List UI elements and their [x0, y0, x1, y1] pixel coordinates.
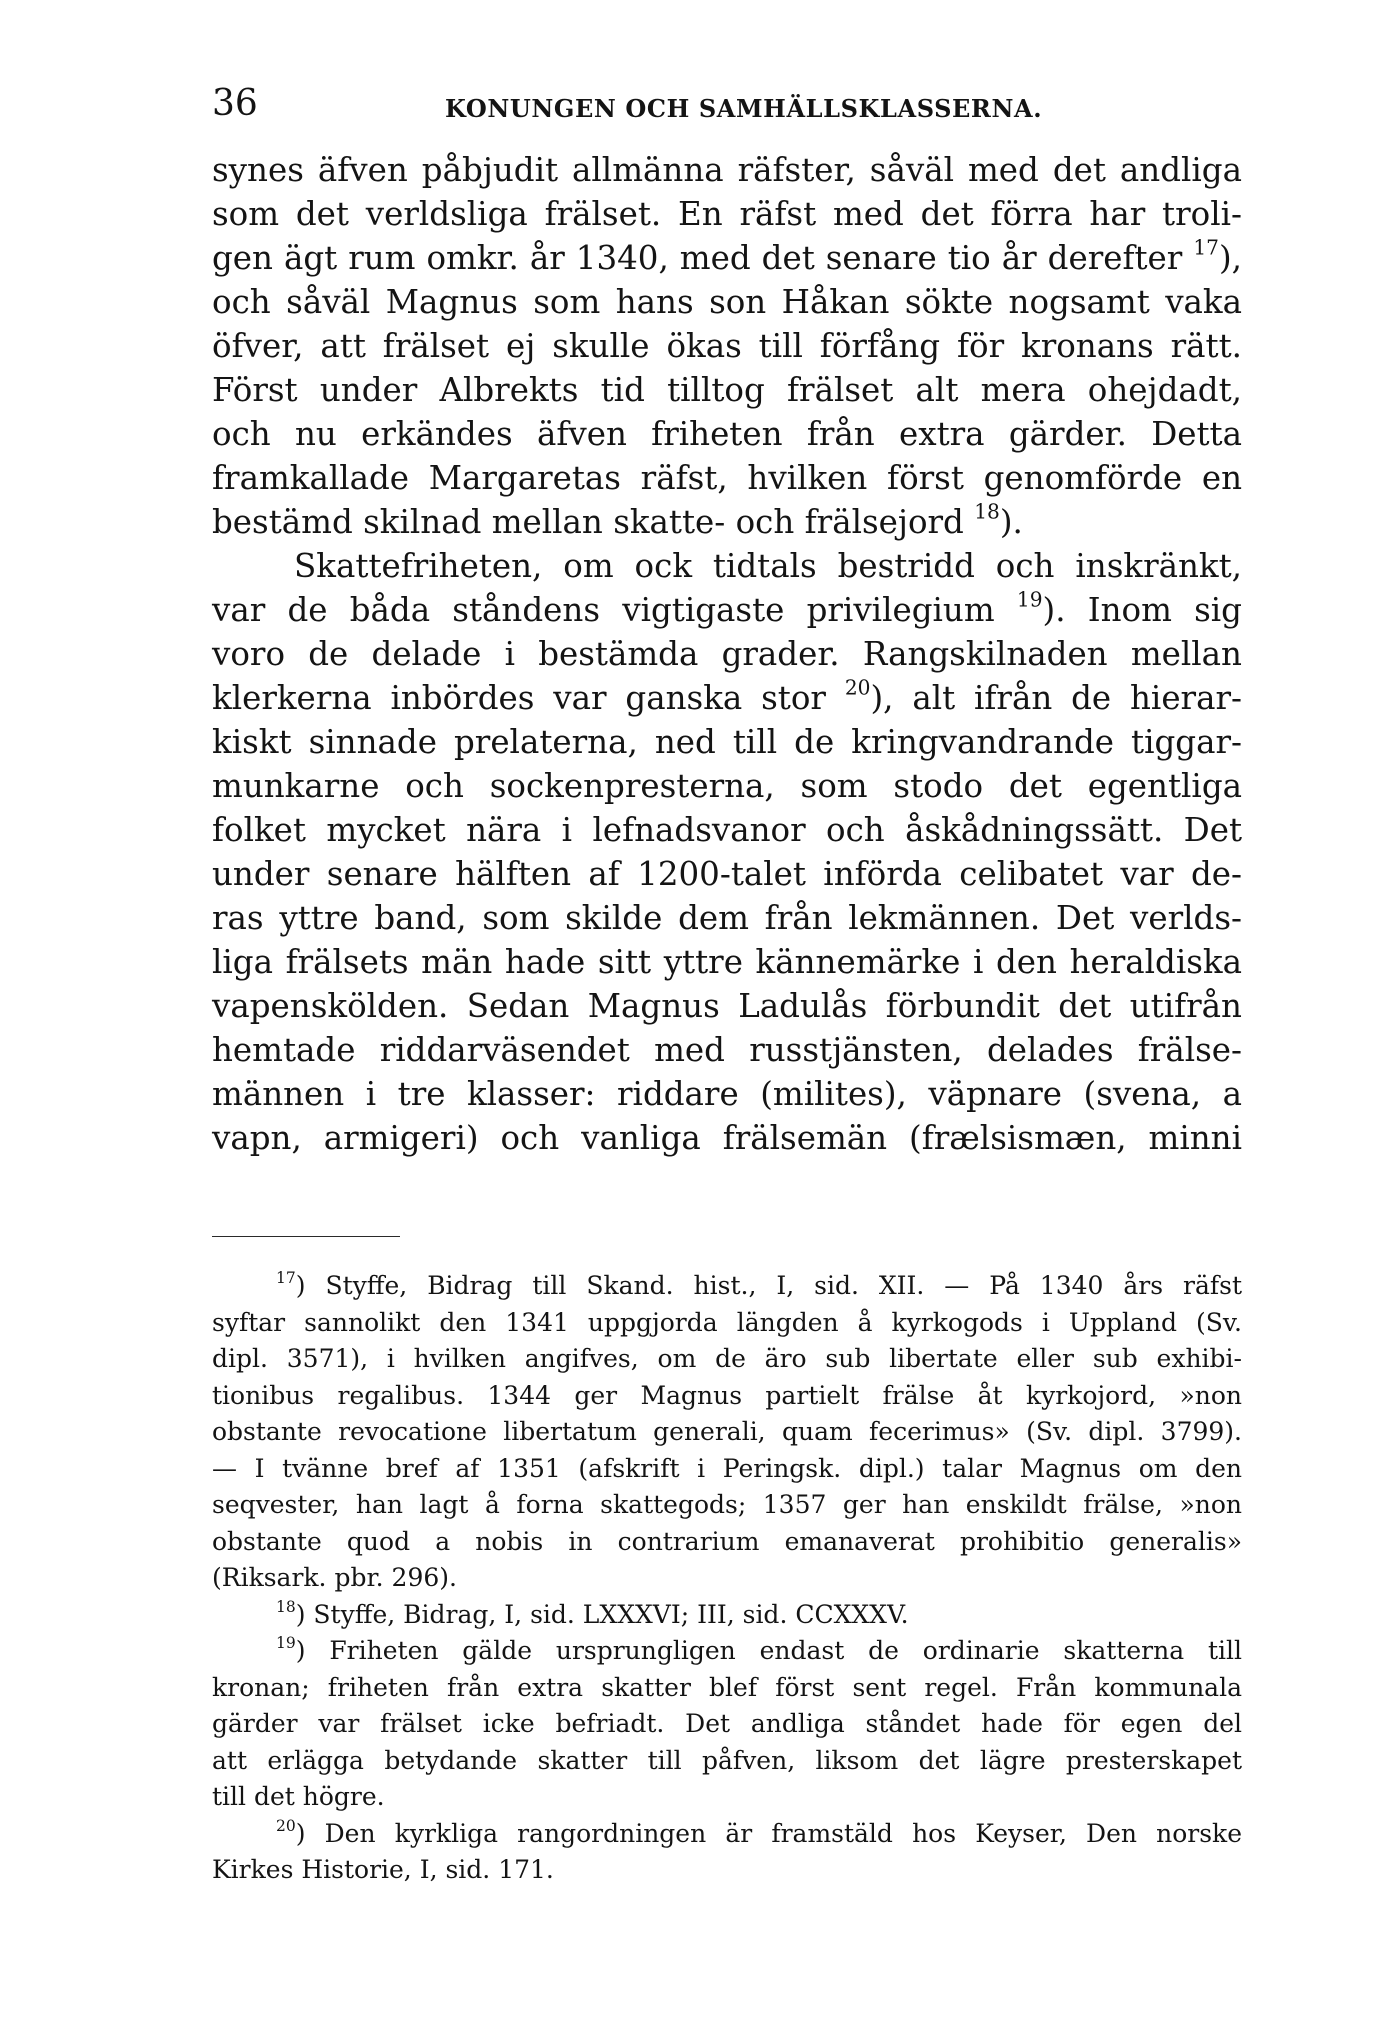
page-header	[212, 84, 1242, 134]
running-head: KONUNGEN OCH SAMHÄLLSKLASSERNA.	[445, 94, 1043, 123]
body-line: kiskt sinnade prelaterna, ned till de kringvandrande tiggar-	[212, 723, 1242, 761]
body-line: klerkerna inbördes var ganska stor $^{20}$), alt ifrån de hierar-	[212, 675, 1242, 717]
body-line: under senare hälften af 1200-talet införda celibatet var de-	[212, 855, 1242, 893]
body-line: som det verldsliga frälset. En räfst med det förra har troli-	[212, 195, 1242, 233]
note-reference[interactable]: 20	[844, 675, 871, 700]
body-line: gen ägt rum omkr. år 1340, med det senare tio år derefter $^{17}$),	[212, 235, 1242, 277]
note-reference[interactable]: 17	[1193, 235, 1219, 260]
footnote-19: $^{19}$) Friheten gälde ursprungligen endast de ordinarie skatterna till	[276, 1633, 1242, 1665]
body-line: vapenskölden. Sedan Magnus Ladulås förbundit det utifrån	[212, 987, 1242, 1025]
footnote-line: — I tvänne bref af 1351 (afskrift i Peringsk. dipl.) talar Magnus om den	[212, 1453, 1242, 1483]
footnote-line: tionibus regalibus. 1344 ger Magnus partielt frälse åt kyrkojord, »non	[212, 1380, 1242, 1410]
footnote-line: till det högre.	[212, 1782, 385, 1811]
footnote-17: $^{17}$) Styffe, Bidrag till Skand. hist., I, sid. XII. — På 1340 års räfst	[276, 1268, 1242, 1300]
body-line: vapn, armigeri) och vanliga frälsemän (frælsismæn, minni	[212, 1119, 1242, 1157]
body-line: bestämd skilnad mellan skatte- och frälsejord $^{18}$).	[212, 499, 1023, 541]
body-line: och såväl Magnus som hans son Håkan sökte nogsamt vaka	[212, 283, 1242, 321]
footnote-line: (Riksark. pbr. 296).	[212, 1563, 457, 1592]
footnote-marker: 17	[276, 1268, 296, 1287]
footnote-line: seqvester, han lagt å forna skattegods; 1357 ger han enskildt frälse, »non	[212, 1490, 1242, 1519]
footnote-line: dipl. 3571), i hvilken angifves, om de äro sub libertate eller sub exhibi-	[212, 1344, 1242, 1373]
body-line: Först under Albrekts tid tilltog frälset alt mera ohejdadt,	[212, 371, 1242, 409]
body-line: ras yttre band, som skilde dem från lekmännen. Det verlds-	[212, 899, 1242, 937]
footnote-line: Kirkes Historie, I, sid. 171.	[212, 1855, 554, 1884]
body-line: hemtade riddarväsendet med russtjänsten, delades frälse-	[212, 1031, 1242, 1069]
body-text	[212, 148, 1242, 1160]
body-line: munkarne och sockenpresterna, som stodo det egentliga	[212, 767, 1242, 805]
body-line: öfver, att frälset ej skulle ökas till förfång för kronans rätt.	[212, 327, 1242, 365]
footnote-18: $^{18}$) Styffe, Bidrag, I, sid. LXXXVI; III, sid. CCXXXV.	[276, 1597, 909, 1629]
footnote-line: att erlägga betydande skatter till påfven, liksom det lägre presterskapet	[212, 1745, 1242, 1775]
footnotes	[212, 1268, 1242, 1889]
footnote-divider	[212, 1236, 400, 1237]
body-line: männen i tre klasser: riddare (milites), väpnare (svena, a	[212, 1075, 1242, 1113]
body-line: Skattefriheten, om ock tidtals bestridd och inskränkt,	[294, 547, 1242, 585]
body-line: framkallade Margaretas räfst, hvilken först genomförde en	[212, 459, 1242, 497]
body-line: synes äfven påbjudit allmänna räfster, såväl med det andliga	[212, 151, 1242, 189]
body-line: och nu erkändes äfven friheten från extra gärder. Detta	[212, 415, 1242, 453]
note-reference[interactable]: 18	[974, 499, 1000, 524]
body-line: liga frälsets män hade sitt yttre kännemärke i den heraldiska	[212, 943, 1242, 981]
footnote-line: obstante quod a nobis in contrarium emanaverat prohibitio generalis»	[212, 1526, 1242, 1556]
body-line: var de båda ståndens vigtigaste privilegium $^{19}$). Inom sig	[212, 587, 1242, 629]
footnote-marker: 20	[276, 1816, 296, 1835]
footnote-line: syftar sannolikt den 1341 uppgjorda längden å kyrkogods i Uppland (Sv.	[212, 1307, 1242, 1337]
footnote-marker: 18	[276, 1597, 296, 1616]
footnote-line: kronan; friheten från extra skatter blef först sent regel. Från kommunala	[212, 1672, 1242, 1702]
body-line: voro de delade i bestämda grader. Rangskilnaden mellan	[212, 635, 1242, 673]
footnote-20: $^{20}$) Den kyrkliga rangordningen är framstäld hos Keyser, Den norske	[276, 1816, 1242, 1848]
footnote-line: obstante revocatione libertatum generali, quam fecerimus» (Sv. dipl. 3799).	[212, 1417, 1242, 1446]
page-number: 36	[212, 83, 258, 124]
footnote-marker: 19	[276, 1633, 296, 1652]
body-line: folket mycket nära i lefnadsvanor och åskådningssätt. Det	[212, 811, 1242, 849]
note-reference[interactable]: 19	[1016, 587, 1043, 612]
footnote-line: gärder var frälset icke befriadt. Det andliga ståndet hade för egen del	[212, 1709, 1242, 1738]
